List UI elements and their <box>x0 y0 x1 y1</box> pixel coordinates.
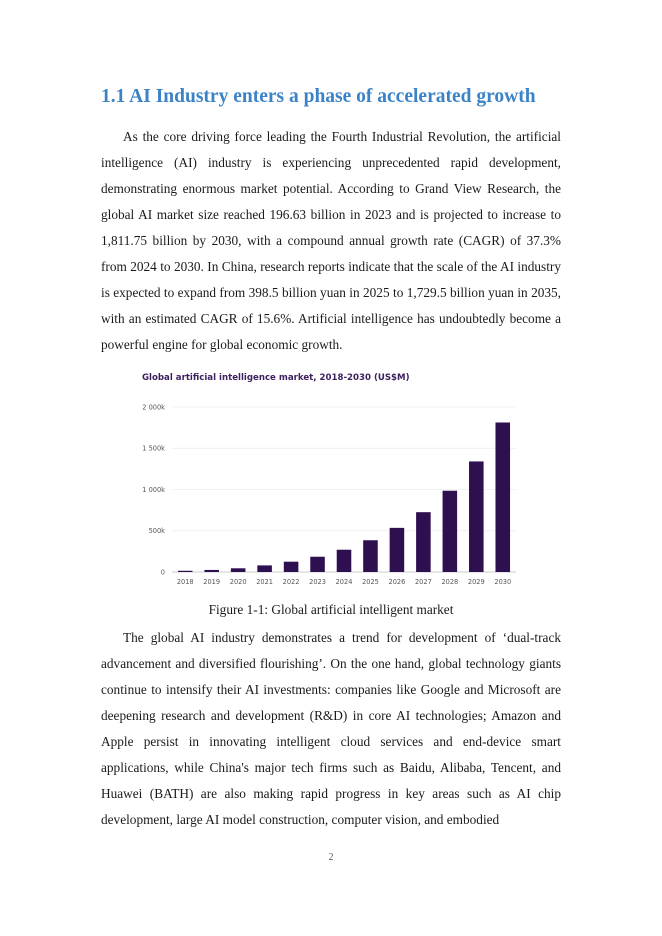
y-tick-label: 1 500k <box>142 444 165 453</box>
bar-2028 <box>443 491 458 572</box>
x-tick-label: 2022 <box>282 578 300 586</box>
x-tick-label: 2024 <box>335 578 353 586</box>
y-tick-label: 1 000k <box>142 485 165 494</box>
bar-2026 <box>390 528 405 572</box>
x-tick-label: 2029 <box>467 578 485 586</box>
x-tick-label: 2018 <box>176 578 194 586</box>
x-tick-label: 2027 <box>414 578 432 586</box>
chart-title: Global artificial intelligence market, 2018-2030 (US$M) <box>142 373 410 383</box>
bar-2030 <box>495 423 510 572</box>
bar-2024 <box>337 550 352 572</box>
bar-2029 <box>469 461 484 572</box>
x-tick-label: 2030 <box>494 578 512 586</box>
figure-caption: Figure 1-1: Global artificial intelligent market <box>208 602 454 617</box>
chart-y-ticks <box>142 403 165 576</box>
paragraph-intro: As the core driving force leading the Fourth Industrial Revolution, the artificial intelligence (AI) industry is experiencing unprecedented rapid development, demonstrating enormous market potential. According to Grand View Research, the global AI market size reached 196.63 billion in 2023 and is projected to increase to 1,811.75 billion by 2030, with a compound annual growth rate (CAGR) of 37.3% from 2024 to 2030. In China, research reports indicate that the scale of the AI industry is expected to expand from 398.5 billion yuan in 2025 to 1,729.5 billion yuan in 2035, with an estimated CAGR of 15.6%. Artificial intelligence has undoubtedly become a powerful engine for global economic growth. <box>101 129 561 352</box>
chart-bars <box>178 423 510 572</box>
bar-2019 <box>204 570 219 572</box>
x-tick-label: 2023 <box>309 578 326 586</box>
section-heading: 1.1 AI Industry enters a phase of accelerated growth <box>101 86 536 107</box>
bar-2020 <box>231 568 246 572</box>
bar-2023 <box>310 557 325 572</box>
y-tick-label: 500k <box>148 527 165 536</box>
x-tick-label: 2026 <box>388 578 406 586</box>
bar-2022 <box>284 562 299 572</box>
x-tick-label: 2028 <box>441 578 459 586</box>
market-bar-chart <box>140 368 530 594</box>
y-tick-label: 2 000k <box>142 403 165 412</box>
chart-gridlines <box>172 407 516 572</box>
bar-2021 <box>257 565 272 572</box>
chart-svg <box>140 368 530 594</box>
bar-2025 <box>363 540 378 572</box>
y-tick-label: 0 <box>160 568 165 577</box>
page-number: 2 <box>328 852 334 863</box>
x-tick-label: 2025 <box>362 578 379 586</box>
x-tick-label: 2019 <box>203 578 221 586</box>
x-tick-label: 2020 <box>229 578 247 586</box>
bar-2018 <box>178 571 193 572</box>
bar-2027 <box>416 512 431 572</box>
paragraph-industry-trend: The global AI industry demonstrates a trend for development of ‘dual-track advancement and diversified flourishing’. On the one hand, global technology giants continue to intensify their AI investments: companies like Google and Microsoft are deepening research and development (R&D) in core AI technologies; Amazon and Apple persist in innovating intelligent cloud services and end-device smart applications, while China's major tech firms such as Baidu, Alibaba, Tencent, and Huawei (BATH) are also making rapid progress in key areas such as AI chip development, large AI model construction, computer vision, and embodied <box>101 630 561 827</box>
x-tick-label: 2021 <box>256 578 274 586</box>
chart-x-ticks <box>177 578 511 586</box>
